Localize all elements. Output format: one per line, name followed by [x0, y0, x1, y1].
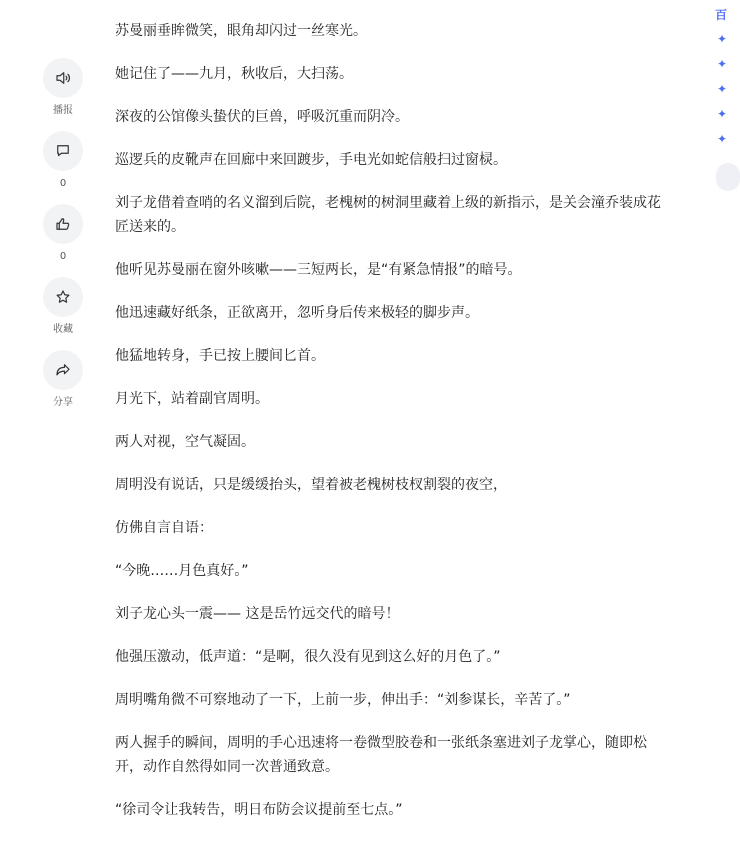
paragraph: 她记住了——九月，秋收后，大扫荡。 — [115, 66, 353, 82]
paragraph: 月光下，站着副官周明。 — [115, 391, 269, 407]
speaker-icon — [43, 58, 83, 98]
paragraph: 他迅速藏好纸条，正欲离开，忽听身后传来极轻的脚步声。 — [115, 305, 479, 321]
article-action-bar — [40, 58, 86, 423]
comment-icon — [43, 131, 83, 171]
right-rail-cutoff — [712, 0, 728, 200]
comment-count: 0 — [59, 178, 67, 189]
favorite-label: 收藏 — [53, 324, 73, 335]
sparkle-icon: ✦ — [717, 132, 728, 146]
paragraph: 苏曼丽垂眸微笑，眼角却闪过一丝寒光。 — [115, 23, 367, 39]
sparkle-icon: ✦ — [717, 82, 728, 96]
paragraph: 仿佛自言自语： — [115, 520, 213, 536]
star-icon — [43, 277, 83, 317]
right-rail-heading: 百 — [715, 8, 728, 22]
paragraph: 两人握手的瞬间，周明的手心迅速将一卷微型胶卷和一张纸条塞进刘子龙掌心，随即松开，动作自然得如同一次普通致意。 — [115, 735, 647, 775]
comment-button[interactable] — [43, 131, 83, 190]
broadcast-button[interactable] — [43, 58, 83, 117]
like-count: 0 — [59, 251, 67, 262]
paragraph: 周明嘴角微不可察地动了一下，上前一步，伸出手：“刘参谋长，辛苦了。” — [115, 692, 571, 708]
broadcast-label: 播报 — [53, 105, 73, 116]
sparkle-icon: ✦ — [717, 57, 728, 71]
paragraph: “徐司令让我转告，明日布防会议提前至七点。” — [115, 802, 403, 818]
paragraph: 刘子龙心头一震—— 这是岳竹远交代的暗号！ — [115, 606, 400, 622]
paragraph: 刘子龙借着查哨的名义溜到后院，老槐树的树洞里藏着上级的新指示，是关会潼乔装成花匠送来的。 — [115, 195, 661, 235]
paragraph: 两人对视，空气凝固。 — [115, 434, 255, 450]
share-button[interactable] — [43, 350, 83, 409]
paragraph: 他强压激动，低声道：“是啊，很久没有见到这么好的月色了。” — [115, 649, 501, 665]
thumbs-up-icon — [43, 204, 83, 244]
article-body — [115, 0, 670, 841]
favorite-button[interactable] — [43, 277, 83, 336]
paragraph: 他猛地转身，手已按上腰间匕首。 — [115, 348, 325, 364]
sparkle-icon: ✦ — [717, 107, 728, 121]
share-label: 分享 — [53, 397, 73, 408]
share-icon — [43, 350, 83, 390]
paragraph: 巡逻兵的皮靴声在回廊中来回踱步，手电光如蛇信般扫过窗棂。 — [115, 152, 507, 168]
paragraph: 周明没有说话，只是缓缓抬头，望着被老槐树枝杈割裂的夜空， — [115, 477, 507, 493]
paragraph: 他听见苏曼丽在窗外咳嗽——三短两长，是“有紧急情报”的暗号。 — [115, 262, 522, 278]
sparkle-icon: ✦ — [717, 32, 728, 46]
paragraph: 深夜的公馆像头蛰伏的巨兽，呼吸沉重而阴冷。 — [115, 109, 409, 125]
like-button[interactable] — [43, 204, 83, 263]
right-rail-button[interactable] — [716, 163, 740, 191]
paragraph: “今晚……月色真好。” — [115, 563, 249, 579]
